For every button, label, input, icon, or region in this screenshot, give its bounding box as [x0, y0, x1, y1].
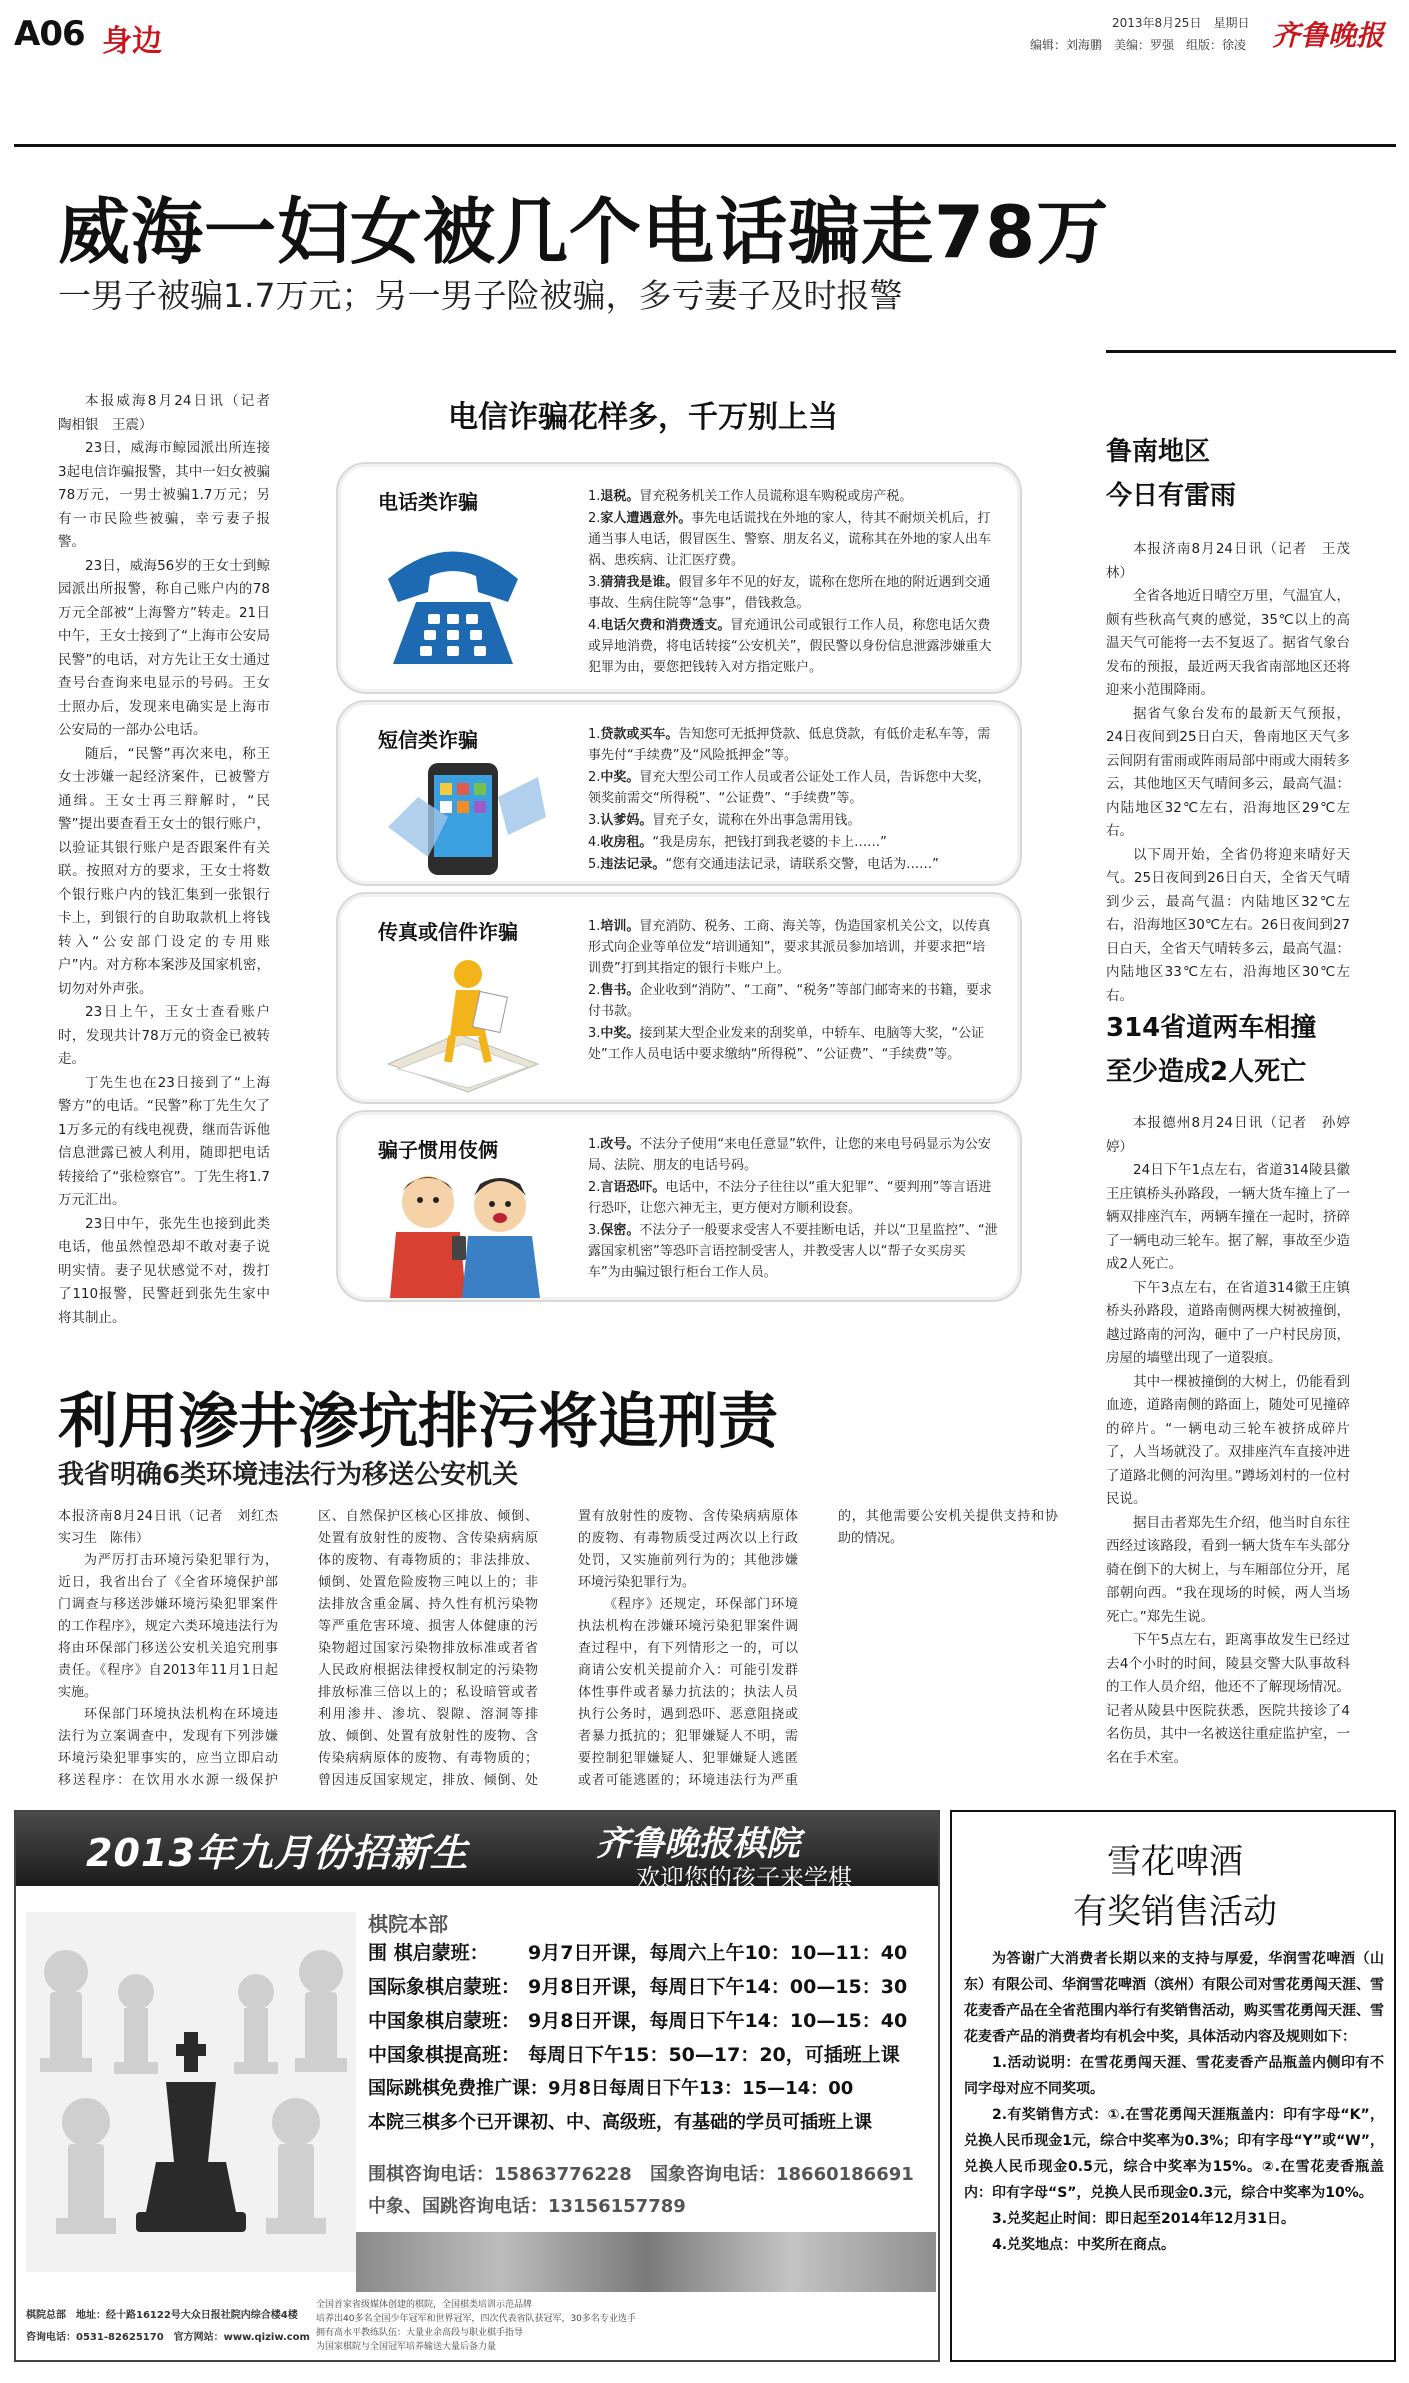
editors-line: 编辑：刘海鹏 美编：罗强 组版：徐凌 [1030, 38, 1247, 52]
chess-ad-phone-go: 围棋咨询电话：15863776228 [368, 2164, 632, 2185]
chess-ad-banner: 2013年九月份招新生 [86, 1831, 469, 1875]
brand-logo: 齐鲁晚报 [1272, 19, 1385, 52]
header-rule [14, 144, 1396, 147]
weather-para: 以下周开始，全省仍将迎来晴好天气。25日夜间到26日白天，全省天气晴到少云，最高气温：内陆地区32℃左右，沿海地区30℃左右。26日夜间到27日白天，全省天气晴转多云，最高气温：内陆地区33℃左右，沿海地区30℃左右。 [1106, 846, 1350, 1004]
fraud-title: 电信诈骗花样多，千万别上当 [448, 400, 838, 435]
accident-para: 下午5点左右，距离事故发生已经过去4个小时的时间，陵县交警大队事故科的工作人员介绍，他还不了解现场情况。记者从陵县中医院获悉，医院共接诊了4名伤员，其中一名被送往重症监护室，一名在手术室。 [1106, 1632, 1350, 1766]
accident-body [1106, 1112, 1350, 1770]
story1-para: 丁先生也在23日接到了“上海警方”的电话。“民警”称丁先生欠了1万多元的有线电视费，继而告诉他信息泄露已被人利用，随即把电话转接给了“张检察官”。丁先生将1.7万元汇出。 [58, 1074, 270, 1208]
fraud-box-title: 传真或信件诈骗 [378, 920, 518, 944]
fraud-item: 1.培训。冒充消防、税务、工商、海关等，伪造国家机关公文，以传真形式向企业等单位发“培训通知”，要求其派员参加培训，并要求把“培训费”打到其指定的银行卡账户上。 [588, 919, 991, 976]
story2-para: 《程序》还规定，环保部门环境执法机构在涉嫌环境污染犯罪案件调查过程中，有下列情形之一的，可以商请公安机关提前介入：可能引发群体性事件或者暴力抗法的；执法人员执行公务时，遇到恐吓、恶意阻挠或者暴力抵抗的；犯罪嫌疑人不明，需要控制犯罪嫌疑人、犯罪嫌疑人逃匿或者可能逃匿的；环境违法行为严重的，其他需要公安机关提供支持和协助的情况。 [578, 1509, 1058, 1788]
story1-para: 23日上午，王女士查看账户时，发现共计78万元的资金已被转走。 [58, 1004, 270, 1067]
chess-ad-class: 中国象棋提高班： 每周日下午15：50—17：20，可插班上课 [368, 2044, 900, 2066]
beer-ad [950, 1810, 1396, 2362]
fraud-box-phone [336, 462, 1022, 694]
story2-subhead: 我省明确6类环境违法行为移送公安机关 [58, 1460, 519, 1490]
fraud-box-text [588, 724, 998, 876]
right-col-rule [1106, 350, 1396, 353]
issue-date: 2013年8月25日 星期日 [1112, 16, 1250, 30]
story2-para: 环保部门环境执法机构在环境违法行为立案调查中，发现有下列涉嫌环境污染犯罪事实的，应当立即启动移送程序：在饮用水水源一级保护区、自然保护区核心区排放、倾倒、处置有放射性的废物、含传染病病原体的废物、有毒物质的；非法排放、倾倒、处置危险废物三吨以上的；非法排放含重金属、持久性有机污染物等严重危害环境、损害人体健康的污染物超过国家污染物排放标准或者省人民政府根据法律授权制定的污染物排放标准三倍以上的；私设暗管或者利用渗井、渗坑、裂隙、溶洞等排放、倾倒、处置有放射性的废物、含传染病病原体的废物、有毒物质的；曾因违反国家规定，排放、倾倒、处置有放射性的废物、含传染病病原体的废物、有毒物质受过两次以上行政处罚，又实施前列行为的；其他涉嫌环境污染犯罪行为。 [58, 1509, 798, 1788]
chess-ad-photo-strip [356, 2232, 936, 2292]
accident-para: 24日下午1点左右，省道314陵县徽王庄镇桥头孙路段，一辆大货车撞上了一辆双排座汽车，两辆车撞在一起时，挤碎了一辆电动三轮车。据了解，事故至少造成2人死亡。 [1106, 1162, 1350, 1272]
chess-ad [14, 1810, 940, 2362]
fraud-item: 2.言语恐吓。电话中，不法分子往往以“重大犯罪”、“要判刑”等言语进行恐吓，让您六神无主，更方便对方顺利设套。 [588, 1180, 992, 1216]
chess-ad-bullet: 为国家棋院与全国冠军培养输送大量后备力量 [316, 2342, 497, 2352]
fraud-box-title: 电话类诈骗 [378, 490, 478, 514]
chess-ad-note: 本院三棋多个已开课初、中、高级班，有基础的学员可插班上课 [368, 2112, 872, 2133]
accident-para: 其中一棵被撞倒的大树上，仍能看到血迹，道路南侧的路面上，随处可见撞碎的碎片。“一辆电动三轮车被挤成碎片了，人当场就没了。双排座汽车直接冲进了道路北侧的河沟里。”蹲场刘村的一位村民说。 [1106, 1373, 1350, 1507]
beer-ad-item: 4.兑奖地点：中奖所在商点。 [992, 2237, 1176, 2253]
page-number: A06 [14, 14, 85, 54]
weather-headline: 鲁南地区 今日有雷雨 [1106, 437, 1237, 511]
fraud-box-sms [336, 700, 1022, 886]
weather-para: 据省气象台发布的最新天气预报，24日夜间到25日白天，鲁南地区天气多云间阴有雷雨或阵雨局部中雨或大雨转多云，其他地区天气晴间多云，最高气温：内陆地区32℃左右，沿海地区29℃左右。 [1106, 705, 1350, 839]
two-men-cartoon-icon [368, 1162, 558, 1298]
chess-ad-class: 中国象棋启蒙班： 9月8日开课，每周日下午14：10—15：40 [368, 2010, 908, 2032]
story1-byline: 本报威海8月24日讯（记者 陶相银 王震） [58, 393, 284, 433]
fraud-box-title: 短信类诈骗 [378, 728, 478, 752]
fraud-box-tricks [336, 1110, 1022, 1302]
accident-headline: 314省道两车相撞 至少造成2人死亡 [1106, 1013, 1317, 1087]
fraud-item: 3.猜猜我是谁。假冒多年不见的好友，谎称在您所在地的附近遇到交通事故、生病住院等“急事”，借钱救急。 [588, 575, 991, 611]
chess-ad-class: 围 棋启蒙班： 9月7日开课，每周六上午10：10—11：40 [368, 1942, 908, 1964]
fraud-item: 1.改号。不法分子使用“来电任意显”软件，让您的来电号码显示为公安局、法院、朋友的电话号码。 [588, 1137, 991, 1173]
beer-ad-title1: 雪花啤酒 [1107, 1842, 1243, 1882]
story1-para: 23日，威海56岁的王女士到鲸园派出所报警，称自己账户内的78万元全部被“上海警方”转走。21日中午，王女士接到了“上海市公安局民警”的电话，对方先让王女士通过查号台查询来电显示的号码。王女士照办后，发现来电确实是上海市公安局的一部办公电话。 [58, 557, 270, 738]
fraud-item: 3.中奖。接到某大型企业发来的刮奖单，中轿车、电脑等大奖，“公证处”工作人员电话中要求缴纳“所得税”、“公证费”、“手续费”等。 [588, 1026, 985, 1062]
fraud-item: 1.贷款或买车。告知您可无抵押贷款、低息贷款，有低价走私车等，需事先付“手续费”及“风险抵押金”等。 [588, 727, 991, 763]
story2-body [58, 1506, 1058, 1794]
chess-ad-phone-chess: 国象咨询电话：18660186691 [650, 2164, 914, 2185]
beer-ad-title2: 有奖销售活动 [1073, 1892, 1277, 1932]
chess-ad-class: 国际象棋启蒙班： 9月8日开课，每周日下午14：00—15：30 [368, 1976, 908, 1998]
story1-subhead: 一男子被骗1.7万元；另一男子险被骗，多亏妻子及时报警 [58, 276, 903, 315]
fraud-box-title: 骗子惯用伎俩 [378, 1138, 498, 1162]
chess-ad-bullet: 拥有高水平教练队伍：大量业余高段与职业棋手指导 [316, 2328, 524, 2338]
telephone-icon [378, 524, 528, 674]
accident-byline: 本报德州8月24日讯（记者 孙婷婷） [1106, 1115, 1350, 1155]
accident-para: 下午3点左右，在省道314徽王庄镇桥头孙路段，道路南侧两棵大树被撞倒，越过路南的河沟，砸中了一户村民房顶，房屋的墙壁出现了一道裂痕。 [1106, 1279, 1350, 1366]
chess-ad-class: 国际跳棋免费推广课：9月8日每周日下午13：15—14：00 [368, 2078, 854, 2099]
beer-ad-item: 2.有奖销售方式：①.在雪花勇闯天涯瓶盖内：印有字母“K”，兑换人民币现金1元，综合中奖率为0.3%；印有字母“Y”或“W”，兑换人民币现金0.5元，综合中奖率为15%。②.在雪花麦香瓶盖内：印有字母“S”，兑换人民币现金0.3元，综合中奖率为10%。 [964, 2107, 1384, 2201]
document-figure-icon [378, 954, 548, 1094]
fraud-item: 2.家人遭遇意外。事先电话谎找在外地的家人，待其不耐烦关机后，打通当事人电话，假冒医生、警察、朋友名义，谎称其在外地的家人出车祸、患疾病、让汇医疗费。 [588, 511, 992, 568]
fraud-box-text [588, 1134, 998, 1284]
weather-para: 全省各地近日晴空万里，气温宜人，颇有些秋高气爽的感觉，35℃以上的高温天气可能将一去不复返了。据省气象台发布的预报，最近两天我省南部地区还将迎来小范围降雨。 [1106, 588, 1350, 698]
beer-ad-body [964, 1946, 1384, 2258]
story1-body [58, 390, 284, 1330]
chess-ad-brand: 齐鲁晚报棋院 [596, 1824, 800, 1864]
story1-para: 随后，“民警”再次来电，称王女士涉嫌一起经济案件，已被警方通缉。王女士再三辩解时，“民警”提出要查看王女士的银行账户，以验证其银行账户是否跟案件有关联。按照对方的要求，王女士将数个银行账户内的钱汇集到一张银行卡上，到银行的自助取款机上将钱转入“公安部门设定的专用账户”内。对方称本案涉及国家机密，切勿对外声张。 [58, 745, 270, 997]
story2-headline: 利用渗井渗坑排污将追刑责 [58, 1387, 778, 1457]
beer-ad-intro: 为答谢广大消费者长期以来的支持与厚爱，华润雪花啤酒（山东）有限公司、华润雪花啤酒（滨州）有限公司对雪花勇闯天涯、雪花麦香产品在全省范围内举行有奖销售活动，购买雪花勇闯天涯、雪花麦香产品的消费者均有机会中奖，具体活动内容及规则如下： [964, 1951, 1384, 2045]
beer-ad-item: 3.兑奖起止时间：即日起至2014年12月31日。 [992, 2211, 1295, 2227]
fraud-item: 2.售书。企业收到“消防”、“工商”、“税务”等部门邮寄来的书籍，要求付书款。 [588, 983, 992, 1019]
story1-headline: 威海一妇女被几个电话骗走78万 [58, 190, 1110, 274]
fraud-item: 5.违法记录。“您有交通违法记录，请联系交警，电话为……” [588, 857, 939, 872]
mobile-phone-icon [388, 757, 548, 877]
chess-ad-phone-xq: 中象、国跳咨询电话：13156157789 [368, 2196, 686, 2217]
chess-ad-footer-bullets [316, 2298, 936, 2354]
weather-body [1106, 538, 1350, 1008]
story2-byline: 本报济南8月24日讯（记者 刘红杰 实习生 陈伟） [58, 1509, 292, 1546]
chess-ad-slogan: 欢迎您的孩子来学棋 [636, 1864, 852, 1892]
story2-para: 为严厉打击环境污染犯罪行为，近日，我省出台了《全省环境保护部门调查与移送涉嫌环境污染犯罪案件的工作程序》，规定六类环境违法行为将由环保部门移送公安机关追究刑事责任。《程序》自2013年11月1日起实施。 [58, 1553, 278, 1700]
accident-para: 据目击者郑先生介绍，他当时自东往西经过该路段，看到一辆大货车车头部分骑在倒下的大树上，与车厢部位分开，尾部朝向西。“我在现场的时候，两人当场死亡。”郑先生说。 [1106, 1514, 1350, 1625]
chess-ad-class-list [368, 1936, 934, 2140]
weather-byline: 本报济南8月24日讯（记者 王茂林） [1106, 541, 1350, 581]
fraud-item: 4.电话欠费和消费透支。冒充通讯公司或银行工作人员，称您电话欠费或异地消费，将电话转接“公安机关”，假民警以身份信息泄露涉嫌重大犯罪为由，要您把钱转入对方指定账户。 [588, 618, 992, 675]
chess-pieces-illustration [26, 1912, 356, 2272]
chess-ad-footer-hq: 棋院总部 地址：经十路16122号大众日报社院内综合楼4楼 [26, 2310, 298, 2321]
fraud-item: 4.收房租。“我是房东，把钱打到我老婆的卡上……” [588, 835, 887, 850]
chess-ad-bullet: 培养出40多名全国少年冠军和世界冠军，四次代表省队获冠军，30多名专业选手 [316, 2314, 636, 2324]
fraud-box-text [588, 916, 998, 1066]
fraud-item: 3.认爹妈。冒充子女，谎称在外出事急需用钱。 [588, 813, 861, 828]
chess-ad-footer-tel: 咨询电话：0531-82625170 官方网站：www.qiziw.com [26, 2332, 310, 2343]
beer-ad-item: 1.活动说明：在雪花勇闯天涯、雪花麦香产品瓶盖内侧印有不同字母对应不同奖项。 [964, 2055, 1384, 2097]
fraud-item: 3.保密。不法分子一般要求受害人不要挂断电话，并以“卫星监控”、“泄露国家机密”等恐吓言语控制受害人，并教受害人以“帮子女买房买车”为由骗过银行柜台工作人员。 [588, 1223, 998, 1280]
chess-ad-hq-label: 棋院本部 [368, 1912, 448, 1936]
story1-para: 23日中午，张先生也接到此类电话，他虽然惶恐却不敢对妻子说明实情。妻子见状感觉不对，拨打了110报警，民警赶到张先生家中将其制止。 [58, 1215, 270, 1326]
fraud-box-fax [336, 892, 1022, 1104]
chess-ad-bullet: 全国首家省级媒体创建的棋院，全国棋类培训示范品牌 [316, 2300, 533, 2310]
fraud-item: 1.退税。冒充税务机关工作人员谎称退车购税或房产税。 [588, 489, 913, 504]
fraud-box-text [588, 486, 998, 679]
section-name: 身边 [102, 24, 162, 59]
story1-para: 23日，威海市鲸园派出所连接3起电信诈骗报警，其中一妇女被骗78万元，一男士被骗1.7万元；另有一市民险些被骗，幸亏妻子报警。 [58, 440, 270, 550]
fraud-item: 2.中奖。冒充大型公司工作人员或者公证处工作人员，告诉您中大奖，领奖前需交“所得税”、“公证费”、“手续费”等。 [588, 770, 991, 806]
